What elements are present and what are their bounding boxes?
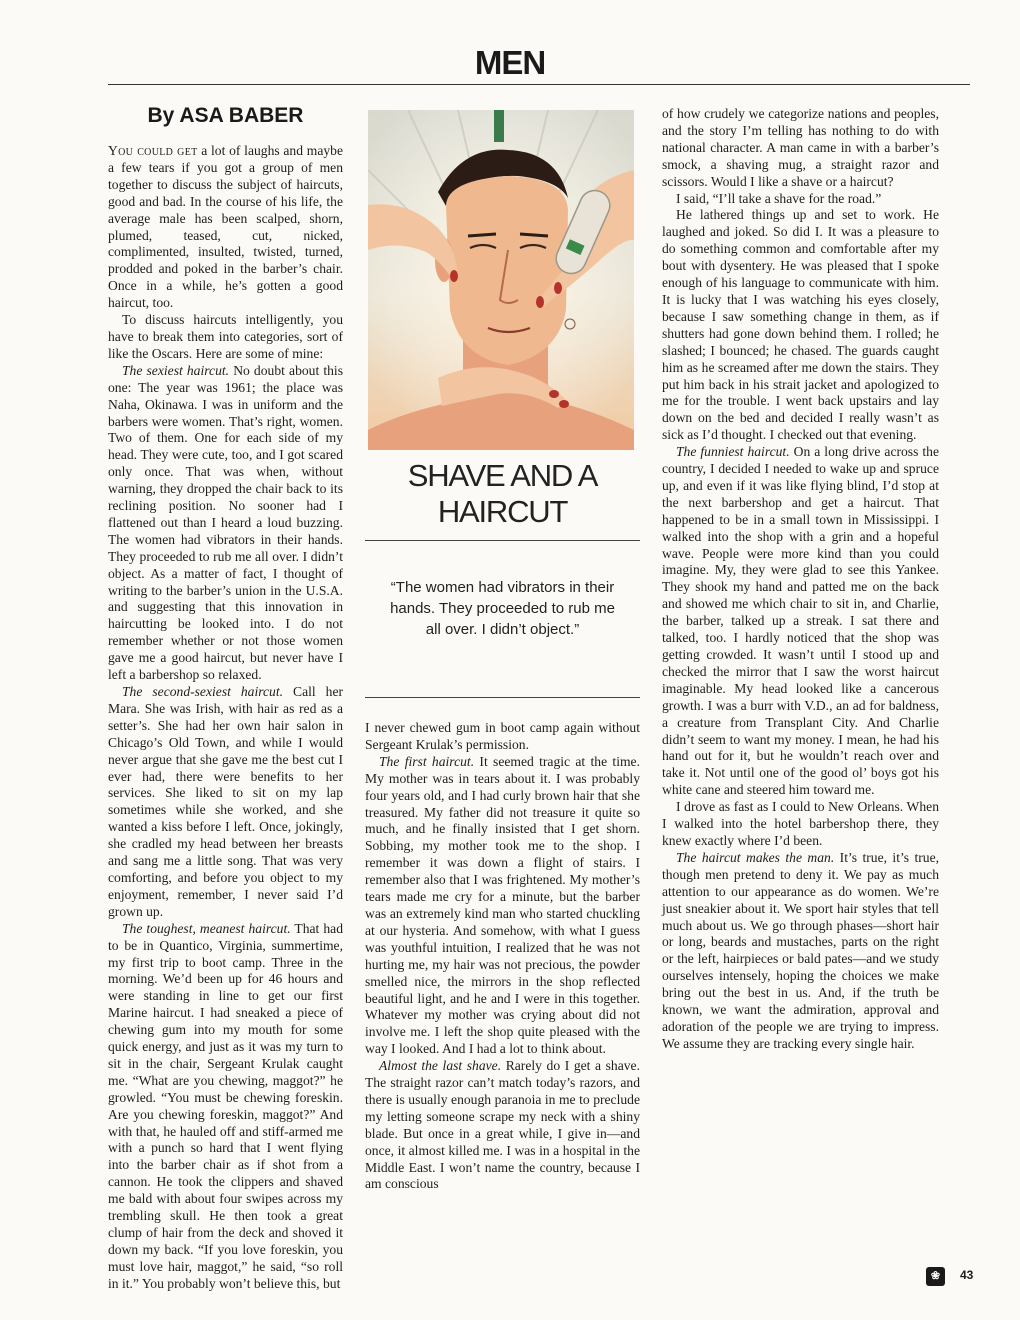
column-3 (662, 106, 939, 1053)
paragraph (365, 754, 640, 1058)
paragraph-text: It seemed tragic at the time. My mother was in tears about it. I was probably four years old, and I had curly brown hair that she treasured. My father did not treasure it quite so much, and he finally insisted that I get shorn. Sobbing, my mother took me to the shop. I remember it was down a flight of stairs. I remember also that I was frightened. My mother’s tears made me cry for a minute, but the barber was an extremely kind man who started chuckling at our hysteria. And somehow, with what I guess was youthful intuition, I realized that he was not hurting me, my hair was not precious, the powder smelled nice, the mirrors in the shop reflected beautiful light, and he and I were in this together. Whatever my mother was crying about did not involve me. I left the shop quite pleased with the way I looked. And I had a lot to think about. (365, 753, 640, 1057)
paragraph-text: That had to be in Quantico, Virginia, summertime, my first trip to boot camp. Three in the morning. We’d been up for 46 hours and were standing in line to get our first Marine haircut. I had sneaked a piece of chewing gum into my mouth for some quick energy, and just as it was my turn to sit in the chair, Sergeant Krulak caught me. “What are you chewing, maggot?” he growled. “You must be chewing foreskin. Are you chewing foreskin, maggot?” And with that, he hauled off and stiff-armed me with a punch so hard that I went flying into the barber chair as if shot from a cannon. He took the clippers and shaved me bald with about four swipes across my trembling skull. He then took a great clump of hair from the deck and shoved it down my back. “If you love foreskin, you must love hair, maggot,” he said, “so roll in it.” You probably won’t believe this, but (108, 920, 343, 1291)
paragraph (108, 363, 343, 684)
paragraph (365, 1058, 640, 1193)
category-lead: The haircut makes the man. (676, 849, 835, 865)
paragraph: I said, “I’ll take a shave for the road.” (676, 190, 882, 206)
opening-words: You could get (108, 143, 198, 158)
paragraph (108, 143, 343, 312)
paragraph: of how crudely we categorize nations and peoples, and the story I’m telling has nothing to do with national character. A man came in with a barber’s smock, a shaving mug, a straight razor and scissors. Would I like a shave or a haircut? (662, 106, 939, 189)
column-1 (108, 143, 343, 1293)
article-headline: SHAVE AND A HAIRCUT (407, 458, 598, 529)
page-number: 43 (960, 1268, 974, 1282)
paragraph-text: Call her Mara. She was Irish, with hair as red as a setter’s. She had her own hair salon in Chicago’s Old Town, and while I would never argue that she gave me the best cut I ever had, there were benefits to her services. She liked to sit on my lap sometimes while she worked, and she wanted a kiss before I left. Once, jokingly, she cradled my head between her breasts and sang me a little song. That was very comforting, and before you object to my enjoyment, remember, I never said I’d grown up. (108, 684, 344, 919)
paragraph-text: Rarely do I get a shave. The straight razor can’t match today’s razors, and there is usually enough paranoia in me to preclude my letting someone scrape my neck with a shiny blade. But once in a great while, I give in—and once, it almost killed me. I was in a hospital in the Middle East. I won’t name the country, because I am conscious (365, 1058, 640, 1192)
paragraph-text: On a long drive across the country, I decided I needed to wake up and spruce up, and even if it was like flying blind, I’d stop at the next barbershop and get a haircut. That happened to be in a small town in Mississippi. I walked into the shop with a grin and a hopeful wave. People were more kind than you could imagine. My, they were glad to see this Yankee. They shook my hand and patted me on the back and showed me which chair to sit in, and Charlie, the barber, talked up a streak. I sat there and talked, too. I hardly noticed that the shop was getting crowded. It wasn’t until I stood up and checked the mirror that I saw the worst haircut imaginable. My head looked like a cancerous growth. I was a burr with V.D., an ad for baldness, a creature from Transplant City. And Charlie didn’t seem to want my money. I mean, he had his hand out for it, but he wouldn’t reach over and take it. Not until one of the good ol’ boys got his white cane and steered him toward me. (662, 444, 939, 798)
rabbit-head-icon: ❀ (926, 1267, 945, 1286)
pull-quote: “The women had vibrators in their hands. They proceeded to rub me all over. I didn’t object.” (390, 579, 615, 638)
pull-quote-rule (365, 697, 640, 698)
category-lead: Almost the last shave. (379, 1058, 502, 1074)
category-lead: The second-sexiest haircut. (122, 684, 284, 699)
header-rule (108, 84, 970, 85)
paragraph: I drove as fast as I could to New Orleans. When I walked into the hotel barbershop there, they knew exactly where I’d been. (662, 799, 939, 848)
paragraph-text: No doubt about this one: The year was 1961; the place was Naha, Okinawa. I was in uniform and the barbers were women. That’s right, women. Two of them. One for each side of my head. They were cute, too, and I got scared only once. That was when, without warning, they dropped the chair back to its reclining position. No sooner had I flattened out than I heard a loud buzzing. The women had vibrators in their hands. They proceeded to rub me all over. I didn’t object. As a matter of fact, I thought of writing to the barber’s union in the U.S.A. and suggesting that this innovation in haircutting be looked into. I do not remember whether or not those women gave me a good haircut, but never have I left a barbershop so relaxed. (108, 362, 344, 683)
paragraph: He lathered things up and set to work. He laughed and joked. So did I. It was a pleasure to do something common and comfortable after my bout with dysentery. He was pleased that I spoke enough of his language to communicate with him. It is lucky that I was watching his eyes closely, because I saw something change in them, as if shutters had gone down behind them. I rolled; he slashed; I bounced; he chased. The guards caught him as he screamed after me down the stairs. They put him back in his strait jacket and apologized to me for the trouble. I went back upstairs and lay down on the bed and decided I really wasn’t as sick as I’d thought. I checked out that evening. (662, 207, 939, 443)
paragraph (662, 850, 939, 1053)
paragraph (108, 684, 343, 921)
column-2 (365, 720, 640, 1193)
paragraph-text: It’s true, it’s true, though men pretend to deny it. We pay as much attention to our appearance as do women. We’re just sneakier about it. We sport hair styles that tell much about us. We go through phases—short hair or long, beards and mustaches, parts on the right or the left, hairpieces or bald pates—and we study ourselves intensely, hoping the choices we make bring out the best in us. And, if the truth be known, we want the admiration, approval and adoration of the people we are trying to impress. We assume they are tracking every single hair. (662, 849, 940, 1051)
paragraph-text: a lot of laughs and maybe a few tears if you got a group of men together to discuss the subject of haircuts, good and bad. In the course of his life, the average male has been scalped, shorn, plumed, teased, cut, nicked, complimented, insulted, twisted, turned, prodded and poked in the barber’s chair. Once in a while, he’s gotten a good haircut, too. (108, 143, 343, 311)
paragraph: I never chewed gum in boot camp again without Sergeant Krulak’s permission. (365, 720, 640, 752)
byline: By ASA BABER (147, 104, 304, 127)
paragraph (108, 921, 343, 1293)
category-lead: The toughest, meanest haircut. (122, 920, 291, 936)
paragraph: To discuss haircuts intelligently, you have to break them into categories, sort of like the Oscars. Here are some of mine: (108, 312, 343, 361)
section-title: MEN (474, 44, 546, 81)
category-lead: The funniest haircut. (676, 444, 790, 460)
paragraph (662, 444, 939, 799)
headline-rule (365, 540, 640, 541)
face-with-hands-illustration (368, 110, 634, 450)
category-lead: The sexiest haircut. (122, 362, 230, 378)
category-lead: The first haircut. (379, 753, 475, 769)
